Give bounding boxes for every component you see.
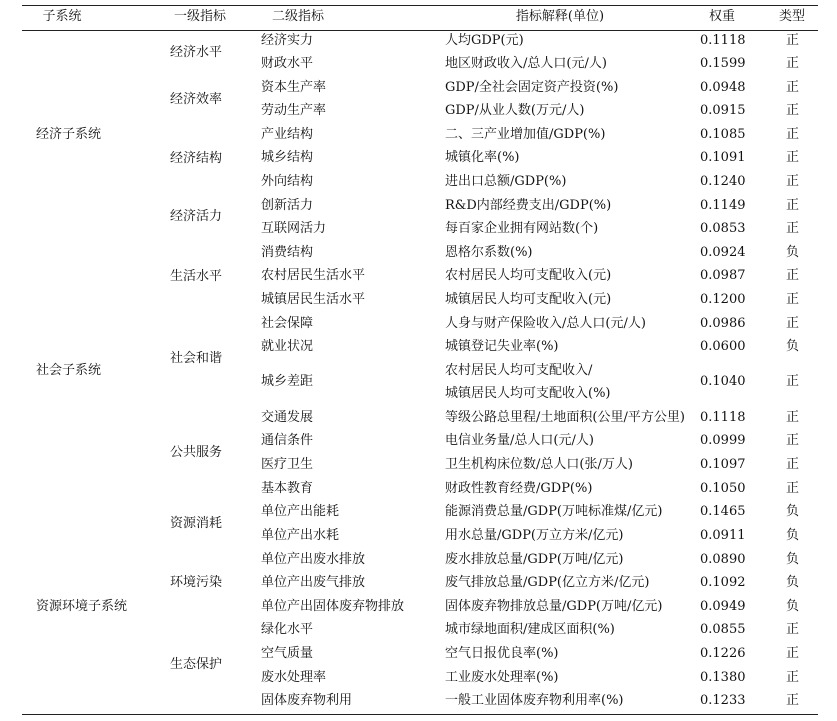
weight-value: 0.1050 xyxy=(700,481,746,496)
type-value: 正 xyxy=(786,646,800,661)
weight-value: 0.1085 xyxy=(700,127,746,142)
type-value: 负 xyxy=(786,552,800,567)
explanation-text: R&D内部经费支出/GDP(%) xyxy=(445,198,612,213)
type-value: 正 xyxy=(786,268,800,283)
explanation-text: 城镇居民人均可支配收入(%) xyxy=(445,386,611,401)
level2-label: 创新活力 xyxy=(261,198,314,213)
weight-value: 0.0924 xyxy=(700,245,746,260)
type-value: 正 xyxy=(786,410,800,425)
explanation-text: 恩格尔系数(%) xyxy=(445,245,533,260)
type-value: 正 xyxy=(786,693,800,708)
level1-label: 生态保护 xyxy=(170,657,223,672)
level1-label: 资源消耗 xyxy=(170,516,223,531)
type-value: 正 xyxy=(786,622,800,637)
explanation-text: 用水总量/GDP(万立方米/亿元) xyxy=(445,528,624,543)
explanation-text: 二、三产业增加值/GDP(%) xyxy=(445,127,606,142)
explanation-text: 城镇登记失业率(%) xyxy=(445,339,559,354)
weight-value: 0.0855 xyxy=(700,622,746,637)
level2-label: 废水处理率 xyxy=(261,670,327,685)
level2-label: 单位产出能耗 xyxy=(261,504,340,519)
header-level2: 二级指标 xyxy=(271,9,324,24)
explanation-text: 城市绿地面积/建成区面积(%) xyxy=(445,622,615,637)
weight-value: 0.0987 xyxy=(700,268,746,283)
explanation-text: 每百家企业拥有网站数(个) xyxy=(445,221,599,236)
weight-value: 0.1240 xyxy=(700,174,746,189)
header-level1: 一级指标 xyxy=(173,9,226,24)
weight-value: 0.0986 xyxy=(700,316,746,331)
weight-value: 0.1233 xyxy=(700,693,746,708)
type-value: 负 xyxy=(786,599,800,614)
type-value: 正 xyxy=(786,316,800,331)
type-value: 负 xyxy=(786,339,800,354)
weight-value: 0.0949 xyxy=(700,599,746,614)
subsystem-label: 资源环境子系统 xyxy=(36,599,128,614)
header-type: 类型 xyxy=(778,9,805,24)
weight-value: 0.0853 xyxy=(700,221,746,236)
level2-label: 固体废弃物利用 xyxy=(261,693,353,708)
level2-label: 城乡差距 xyxy=(261,374,314,389)
explanation-text: 废气排放总量/GDP(亿立方米/亿元) xyxy=(445,575,650,590)
type-value: 正 xyxy=(786,221,800,236)
level2-label: 就业状况 xyxy=(261,339,314,354)
explanation-text: 城镇化率(%) xyxy=(445,150,520,165)
level1-label: 经济结构 xyxy=(170,151,223,166)
type-value: 正 xyxy=(786,33,800,48)
type-value: 负 xyxy=(786,575,800,590)
level2-label: 单位产出固体废弃物排放 xyxy=(261,599,405,614)
explanation-text: 农村居民人均可支配收入/ xyxy=(445,363,593,378)
level2-label: 农村居民生活水平 xyxy=(261,268,366,283)
explanation-text: 固体废弃物排放总量/GDP(万吨/亿元) xyxy=(445,599,663,614)
weight-value: 0.0948 xyxy=(700,80,746,95)
level2-label: 绿化水平 xyxy=(261,622,314,637)
level2-label: 财政水平 xyxy=(261,56,314,71)
weight-value: 0.0915 xyxy=(700,103,746,118)
explanation-text: 电信业务量/总人口(元/人) xyxy=(445,433,594,448)
type-value: 负 xyxy=(786,245,800,260)
header-rule xyxy=(22,30,818,31)
explanation-text: 农村居民人均可支配收入(元) xyxy=(445,268,612,283)
type-value: 正 xyxy=(786,174,800,189)
weight-value: 0.1149 xyxy=(700,198,746,213)
type-value: 正 xyxy=(786,150,800,165)
weight-value: 0.1465 xyxy=(700,504,746,519)
level2-label: 外向结构 xyxy=(261,174,314,189)
level2-label: 单位产出废气排放 xyxy=(261,575,366,590)
level2-label: 劳动生产率 xyxy=(261,103,327,118)
level2-label: 单位产出水耗 xyxy=(261,528,340,543)
weight-value: 0.1091 xyxy=(700,150,746,165)
level2-label: 空气质量 xyxy=(261,646,314,661)
explanation-text: 人均GDP(元) xyxy=(445,33,524,48)
subsystem-label: 经济子系统 xyxy=(36,127,102,142)
type-value: 正 xyxy=(786,292,800,307)
type-value: 正 xyxy=(786,80,800,95)
weight-value: 0.1118 xyxy=(700,410,746,425)
explanation-text: 废水排放总量/GDP(万吨/亿元) xyxy=(445,552,624,567)
type-value: 正 xyxy=(786,433,800,448)
explanation-text: 能源消费总量/GDP(万吨标准煤/亿元) xyxy=(445,504,663,519)
weight-value: 0.0911 xyxy=(700,528,746,543)
explanation-text: GDP/全社会固定资产投资(%) xyxy=(445,80,619,95)
type-value: 负 xyxy=(786,528,800,543)
weight-value: 0.1200 xyxy=(700,292,746,307)
explanation-text: 等级公路总里程/土地面积(公里/平方公里) xyxy=(445,410,685,425)
header-explanation: 指标解释(单位) xyxy=(515,9,605,24)
type-value: 负 xyxy=(786,504,800,519)
bottom-rule xyxy=(22,714,818,715)
level2-label: 单位产出废水排放 xyxy=(261,552,366,567)
weight-value: 0.1092 xyxy=(700,575,746,590)
type-value: 正 xyxy=(786,670,800,685)
level2-label: 资本生产率 xyxy=(261,80,327,95)
level2-label: 互联网活力 xyxy=(261,221,327,236)
subsystem-label: 社会子系统 xyxy=(36,363,102,378)
weight-value: 0.0600 xyxy=(700,339,746,354)
level2-label: 消费结构 xyxy=(261,245,314,260)
level1-label: 社会和谐 xyxy=(170,351,223,366)
explanation-text: 卫生机构床位数/总人口(张/万人) xyxy=(445,457,633,472)
weight-value: 0.1226 xyxy=(700,646,746,661)
level2-label: 城镇居民生活水平 xyxy=(261,292,366,307)
level1-label: 生活水平 xyxy=(170,269,223,284)
level2-label: 交通发展 xyxy=(261,410,314,425)
explanation-text: GDP/从业人数(万元/人) xyxy=(445,103,585,118)
level2-label: 城乡结构 xyxy=(261,150,314,165)
type-value: 正 xyxy=(786,481,800,496)
level2-label: 产业结构 xyxy=(261,127,314,142)
level1-label: 公共服务 xyxy=(170,445,223,460)
level1-label: 经济水平 xyxy=(170,45,223,60)
weight-value: 0.1040 xyxy=(700,374,746,389)
level2-label: 通信条件 xyxy=(261,433,314,448)
level1-label: 经济效率 xyxy=(170,92,223,107)
explanation-text: 一般工业固体废弃物利用率(%) xyxy=(445,693,624,708)
type-value: 正 xyxy=(786,127,800,142)
header-weight: 权重 xyxy=(708,9,735,24)
level1-label: 经济活力 xyxy=(170,209,223,224)
type-value: 正 xyxy=(786,56,800,71)
weight-value: 0.0999 xyxy=(700,433,746,448)
type-value: 正 xyxy=(786,198,800,213)
type-value: 正 xyxy=(786,374,800,389)
weight-value: 0.0890 xyxy=(700,552,746,567)
level1-label: 环境污染 xyxy=(170,575,223,590)
weight-value: 0.1097 xyxy=(700,457,746,472)
weight-value: 0.1380 xyxy=(700,670,746,685)
level2-label: 社会保障 xyxy=(261,316,314,331)
weight-value: 0.1118 xyxy=(700,33,746,48)
weight-value: 0.1599 xyxy=(700,56,746,71)
type-value: 正 xyxy=(786,457,800,472)
level2-label: 经济实力 xyxy=(261,33,314,48)
explanation-text: 人身与财产保险收入/总人口(元/人) xyxy=(445,316,646,331)
explanation-text: 城镇居民人均可支配收入(元) xyxy=(445,292,612,307)
explanation-text: 地区财政收入/总人口(元/人) xyxy=(445,56,607,71)
explanation-text: 工业废水处理率(%) xyxy=(445,670,559,685)
top-rule xyxy=(22,5,818,6)
type-value: 正 xyxy=(786,103,800,118)
header-subsystem: 子系统 xyxy=(42,9,82,24)
explanation-text: 进出口总额/GDP(%) xyxy=(445,174,567,189)
explanation-text: 空气日报优良率(%) xyxy=(445,646,559,661)
level2-label: 医疗卫生 xyxy=(261,457,314,472)
explanation-text: 财政性教育经费/GDP(%) xyxy=(445,481,593,496)
level2-label: 基本教育 xyxy=(261,481,314,496)
